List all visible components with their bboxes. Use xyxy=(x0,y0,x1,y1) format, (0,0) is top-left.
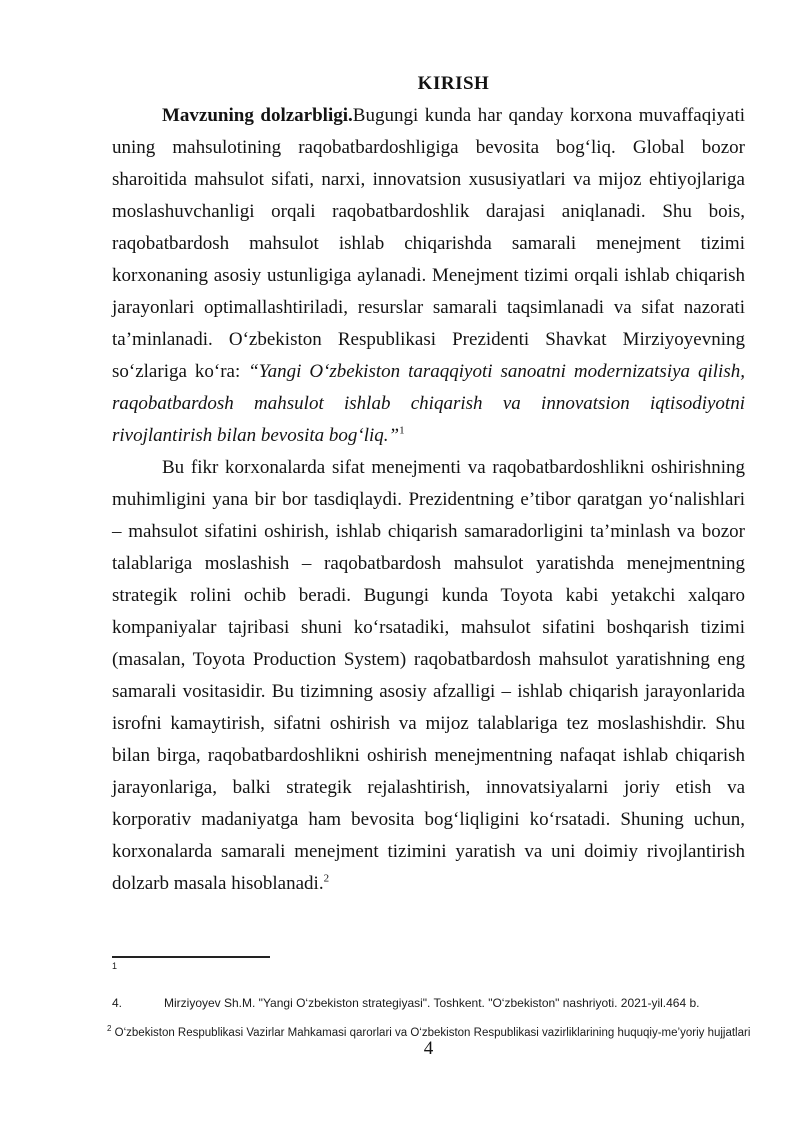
footnote-1-text: Mirziyoyev Sh.M. "Yangi O‘zbekiston strategiyasi". Toshkent. "O‘zbekiston" nashriyoti. 2021-yil.464 b. xyxy=(164,996,700,1010)
page-title: KIRISH xyxy=(417,73,490,94)
footnote-1-number: 4. xyxy=(112,996,123,1010)
body-paragraph-2 xyxy=(112,452,745,900)
paragraph-1-lead: Mavzuning dolzarbligi. xyxy=(162,105,353,126)
paragraph-2-text: Bu fikr korxonalarda sifat menejmenti va raqobatbardoshlikni oshirishning muhimligini yana bir bor tasdiqlaydi. Prezidentning e’tibor qaratgan yo‘nalishlari – mahsulot sifatini oshirish, ishlab chiqarish samaradorligini ta’minlash va bozor talablariga moslashish – raqobatbardosh mahsulot yaratishda menejmentning strategik rolini ochib beradi. Bugungi kunda Toyota kabi yetakchi xalqaro kompaniyalar tajribasi shuni ko‘rsatadiki, mahsulot sifatini boshqarish tizimi (masalan, Toyota Production System) raqobatbardosh mahsulot yaratishning eng samarali vositasidir. Bu tizimning asosiy afzalligi – ishlab chiqarish jarayonlarida isrofni kamaytirish, sifatni oshirish va mijoz talablariga tez moslashishdir. Shu bilan birga, raqobatbardoshlikni oshirish menejmentning nafaqat ishlab chiqarish jarayonlariga, balki strategik rejalashtirish, innovatsiyalarni joriy etish va korporativ madaniyatga ham bevosita bog‘liqligini ko‘rsatadi. Shuning uchun, korxonalarda samarali menejment tizimini yaratish va uni doimiy rivojlantirish dolzarb masala hisoblanadi. xyxy=(112,457,745,894)
paragraph-1-text: Bugungi kunda har qanday korxona muvaffaqiyati uning mahsulotining raqobatbardoshligiga bevosita bog‘liq. Global bozor sharoitida mahsulot sifati, narxi, innovatsion xususiyatlari va mijoz ehtiyojlariga moslashuvchanligi orqali raqobatbardoshlik darajasi aniqlanadi. Shu bois, raqobatbardosh mahsulot ishlab chiqarishda samarali menejment tizimi korxonaning asosiy ustunligiga aylanadi. Menejment tizimi orqali ishlab chiqarish jarayonlari optimallashtiriladi, resurslar samarali taqsimlanadi va sifat nazorati ta’minlanadi. O‘zbekiston Respublikasi Prezidenti Shavkat Mirziyoyevning so‘zlariga ko‘ra: xyxy=(112,105,745,382)
page-number: 4 xyxy=(423,1038,434,1059)
footnote-2-text: O‘zbekiston Respublikasi Vazirlar Mahkamasi qarorlari va O‘zbekiston Respublikasi vazirliklarining huquqiy-me’yoriy hujjatlari xyxy=(114,1027,751,1039)
text-column xyxy=(112,68,745,900)
footnote-reference-1: 1 xyxy=(399,424,405,437)
paragraph-1-quote: “Yangi O‘zbekiston taraqqiyoti sanoatni modernizatsiya qilish, raqobatbardosh mahsulot ishlab chiqarish va innovatsion iqtisodiyotni rivojlantirish bilan bevosita bog‘liq.” xyxy=(112,361,745,446)
footnote-reference-2: 2 xyxy=(323,872,330,885)
footnote-1 xyxy=(112,996,757,1011)
footnote-2-ref: 2 xyxy=(107,1024,112,1034)
footnote-marker-1: 1 xyxy=(112,961,118,971)
footnote-separator xyxy=(112,956,270,958)
footnote-section xyxy=(107,956,757,1039)
body-paragraph-1 xyxy=(112,100,745,452)
